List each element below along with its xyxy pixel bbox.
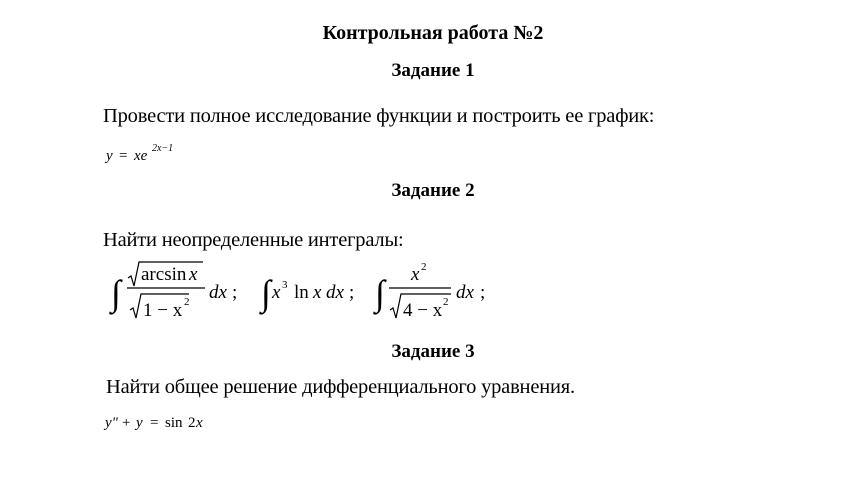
task2-integrals (105, 258, 505, 330)
integrand-exp: 3 (282, 279, 288, 291)
task3-formula (100, 408, 240, 436)
formula-rhs-arg: 2 (188, 415, 196, 431)
task3-heading: Задание 3 (391, 341, 475, 362)
formula-rhs-func: sin (165, 415, 183, 431)
formula-base: xe (134, 148, 148, 164)
separator: ; (349, 282, 355, 303)
numerator-exp: 2 (421, 261, 427, 273)
denominator-exp: 2 (443, 296, 449, 308)
formula-lhs: y (106, 148, 113, 164)
integral-sign: ∫ (375, 273, 385, 313)
integral-sign: ∫ (261, 273, 271, 313)
denominator: 4 − x (403, 300, 443, 321)
separator: ; (232, 282, 238, 303)
formula-y: y (136, 415, 143, 431)
integral-1 (109, 262, 237, 321)
integrand-var: x (313, 282, 322, 303)
integral-sign: ∫ (111, 273, 121, 313)
task1-formula (100, 138, 220, 168)
numerator: x (411, 264, 420, 285)
task1-heading: Задание 1 (391, 60, 475, 81)
formula-eq: = (119, 148, 128, 164)
integral-2 (259, 273, 354, 315)
differential: dx (209, 282, 227, 303)
numerator-var: x (189, 264, 198, 285)
task2-heading: Задание 2 (391, 180, 475, 201)
denominator-exp: 2 (184, 296, 190, 308)
formula-rhs-var: x (196, 415, 203, 431)
differential: dx (326, 282, 344, 303)
integrand-base: x (272, 282, 281, 303)
separator: ; (480, 282, 486, 303)
task2-text: Найти неопределенные интегралы: (103, 229, 404, 251)
formula-plus: + (122, 415, 131, 431)
integral-3 (373, 261, 485, 321)
integrand-func: ln (294, 282, 309, 303)
task3-text: Найти общее решение дифференциального уравнения. (106, 376, 575, 398)
task1-text: Провести полное исследование функции и построить ее график: (103, 105, 655, 127)
denominator: 1 − x (143, 300, 183, 321)
formula-lhs: y" (105, 415, 118, 431)
numerator-func: arcsin (141, 264, 187, 285)
document-title: Контрольная работа №2 (322, 22, 544, 44)
formula-exponent: 2x−1 (152, 143, 174, 154)
differential: dx (456, 282, 474, 303)
formula-eq: = (150, 415, 159, 431)
